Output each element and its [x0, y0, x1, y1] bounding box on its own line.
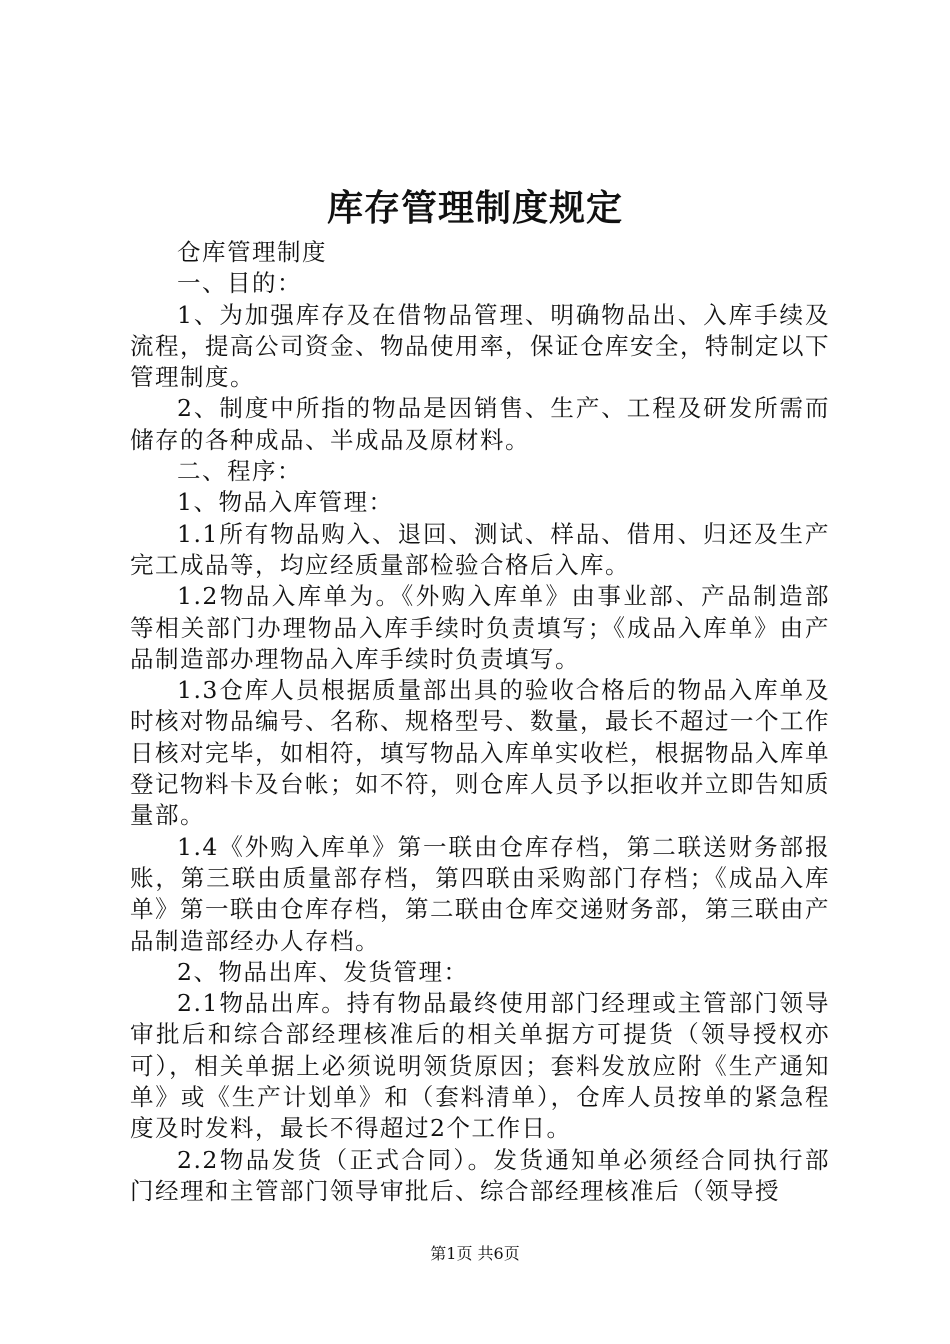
document-title: 库存管理制度规定 [326, 187, 623, 229]
paragraph-purpose-1: 1、为加强库存及在借物品管理、明确物品出、入库手续及流程，提高公司资金、物品使用率，保证仓库安全，特制定以下管理制度。 [130, 300, 830, 392]
paragraph-1-1: 1.1所有物品购入、退回、测试、样品、借用、归还及生产完工成品等，均应经质量部检验合格后入库。 [130, 519, 830, 579]
paragraph-1-2: 1.2物品入库单为。《外购入库单》由事业部、产品制造部等相关部门办理物品入库手续时负责填写；《成品入库单》由产品制造部办理物品入库手续时负责填写。 [130, 582, 830, 673]
paragraph-1-4: 1.4《外购入库单》第一联由仓库存档，第二联送财务部报账，第三联由质量部存档，第四联由采购部门存档；《成品入库单》第一联由仓库存档，第二联由仓库交递财务部，第三联由产品制造部经办人存档。 [130, 832, 830, 955]
heading-purpose: 一、目的： [177, 269, 302, 298]
heading-inbound: 1、物品入库管理： [177, 488, 394, 517]
heading-outbound: 2、物品出库、发货管理： [177, 957, 469, 986]
paragraph-purpose-2: 2、制度中所指的物品是因销售、生产、工程及研发所需而储存的各种成品、半成品及原材料。 [130, 394, 830, 454]
document-body [130, 237, 830, 1207]
paragraph-section-name: 仓库管理制度 [177, 238, 327, 266]
paragraph-2-2: 2.2物品发货（正式合同）。发货通知单必须经合同执行部门经理和主管部门领导审批后、综合部经理核准后（领导授 [130, 1145, 830, 1205]
paragraph-1-3: 1.3仓库人员根据质量部出具的验收合格后的物品入库单及时核对物品编号、名称、规格型号、数量，最长不超过一个工作日核对完毕，如相符，填写物品入库单实收栏，根据物品入库单登记物料卡及台帐；如不符，则仓库人员予以拒收并立即告知质量部。 [130, 676, 830, 830]
heading-procedure: 二、程序： [177, 457, 302, 486]
paragraph-2-1: 2.1物品出库。持有物品最终使用部门经理或主管部门领导审批后和综合部经理核准后的相关单据方可提货（领导授权亦可），相关单据上必须说明领货原因；套料发放应附《生产通知单》或《生产计划单》和（套料清单），仓库人员按单的紧急程度及时发料，最长不得超过2个工作日。 [130, 989, 830, 1143]
page-footer: 第1页 共6页 [430, 1244, 520, 1263]
